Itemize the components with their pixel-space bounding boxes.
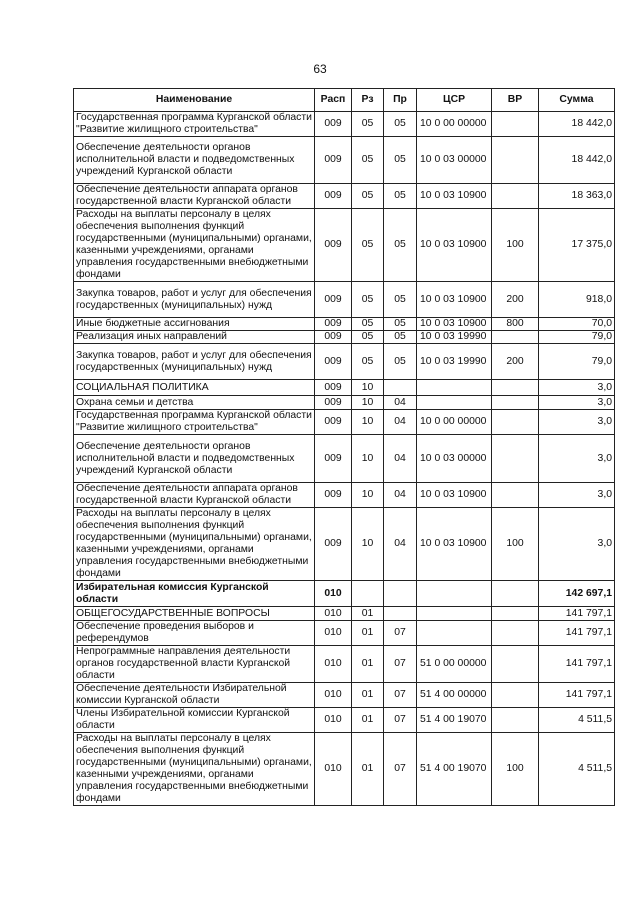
row-sum: 141 797,1 xyxy=(539,683,615,708)
row-pr: 05 xyxy=(384,209,417,282)
row-vr xyxy=(492,708,539,733)
header-sum: Сумма xyxy=(539,89,615,112)
budget-table xyxy=(73,88,615,806)
row-sum: 18 442,0 xyxy=(539,112,615,137)
row-rasp: 010 xyxy=(315,621,352,646)
row-name: Расходы на выплаты персоналу в целях обеспечения выполнения функций государственными (муниципальными) органами, казенными учреждениями, органами управления государственными внебюджетными фондами xyxy=(74,209,315,282)
row-rasp: 010 xyxy=(315,683,352,708)
header-vr: ВР xyxy=(492,89,539,112)
row-rz: 10 xyxy=(352,435,384,483)
row-rasp: 009 xyxy=(315,380,352,396)
row-pr: 07 xyxy=(384,646,417,683)
row-name: ОБЩЕГОСУДАРСТВЕННЫЕ ВОПРОСЫ xyxy=(74,607,315,621)
row-name: Обеспечение деятельности Избирательной комиссии Курганской области xyxy=(74,683,315,708)
row-pr: 04 xyxy=(384,410,417,435)
row-rasp: 010 xyxy=(315,733,352,806)
row-rz: 10 xyxy=(352,380,384,396)
row-sum: 4 511,5 xyxy=(539,708,615,733)
row-rasp: 009 xyxy=(315,396,352,410)
row-rz: 05 xyxy=(352,112,384,137)
table-row xyxy=(74,733,615,806)
table-row xyxy=(74,209,615,282)
row-vr: 200 xyxy=(492,282,539,318)
row-sum: 18 363,0 xyxy=(539,184,615,209)
row-pr: 07 xyxy=(384,733,417,806)
row-vr xyxy=(492,184,539,209)
row-csr: 10 0 03 10900 xyxy=(417,318,492,331)
header-pr: Пр xyxy=(384,89,417,112)
table-row xyxy=(74,184,615,209)
row-pr: 05 xyxy=(384,137,417,184)
row-csr xyxy=(417,581,492,607)
table-row xyxy=(74,483,615,508)
header-csr: ЦСР xyxy=(417,89,492,112)
row-rz: 01 xyxy=(352,621,384,646)
row-rasp: 010 xyxy=(315,708,352,733)
row-rasp: 009 xyxy=(315,184,352,209)
row-sum: 4 511,5 xyxy=(539,733,615,806)
row-pr xyxy=(384,380,417,396)
row-name: Обеспечение деятельности аппарата органов государственной власти Курганской области xyxy=(74,184,315,209)
header-name: Наименование xyxy=(74,89,315,112)
row-vr xyxy=(492,410,539,435)
row-name: Расходы на выплаты персоналу в целях обеспечения выполнения функций государственными (муниципальными) органами, казенными учреждениями, органами управления государственными внебюджетными фондами xyxy=(74,733,315,806)
row-pr: 05 xyxy=(384,282,417,318)
table-row xyxy=(74,646,615,683)
row-rasp: 009 xyxy=(315,435,352,483)
row-rz xyxy=(352,581,384,607)
table-row xyxy=(74,318,615,331)
row-name: Реализация иных направлений xyxy=(74,331,315,344)
row-vr xyxy=(492,435,539,483)
row-vr xyxy=(492,137,539,184)
table-row xyxy=(74,581,615,607)
row-sum: 3,0 xyxy=(539,396,615,410)
row-pr: 04 xyxy=(384,508,417,581)
row-pr: 05 xyxy=(384,184,417,209)
row-csr: 51 4 00 19070 xyxy=(417,708,492,733)
row-csr: 51 4 00 19070 xyxy=(417,733,492,806)
row-pr xyxy=(384,607,417,621)
row-csr xyxy=(417,396,492,410)
row-pr: 07 xyxy=(384,621,417,646)
row-pr: 05 xyxy=(384,344,417,380)
table-row xyxy=(74,508,615,581)
row-sum: 18 442,0 xyxy=(539,137,615,184)
row-rz: 10 xyxy=(352,483,384,508)
row-rasp: 009 xyxy=(315,318,352,331)
row-csr: 10 0 03 10900 xyxy=(417,508,492,581)
row-name: Избирательная комиссия Курганской области xyxy=(74,581,315,607)
row-vr xyxy=(492,607,539,621)
table-row xyxy=(74,112,615,137)
row-rz: 01 xyxy=(352,607,384,621)
row-csr: 10 0 03 10900 xyxy=(417,483,492,508)
row-name: Закупка товаров, работ и услуг для обеспечения государственных (муниципальных) нужд xyxy=(74,344,315,380)
row-rasp: 009 xyxy=(315,137,352,184)
row-csr: 10 0 03 10900 xyxy=(417,282,492,318)
table-row xyxy=(74,621,615,646)
row-vr xyxy=(492,581,539,607)
table-row xyxy=(74,344,615,380)
row-vr: 100 xyxy=(492,508,539,581)
row-rz: 10 xyxy=(352,396,384,410)
row-rasp: 009 xyxy=(315,508,352,581)
row-rz: 05 xyxy=(352,331,384,344)
row-csr xyxy=(417,607,492,621)
row-rasp: 010 xyxy=(315,581,352,607)
row-csr: 10 0 03 19990 xyxy=(417,344,492,380)
row-name: Расходы на выплаты персоналу в целях обеспечения выполнения функций государственными (муниципальными) органами, казенными учреждениями, органами управления государственными внебюджетными фондами xyxy=(74,508,315,581)
row-rz: 05 xyxy=(352,209,384,282)
row-vr: 100 xyxy=(492,733,539,806)
row-csr xyxy=(417,380,492,396)
row-rasp: 009 xyxy=(315,282,352,318)
row-csr: 10 0 03 19990 xyxy=(417,331,492,344)
table-row xyxy=(74,708,615,733)
row-vr: 100 xyxy=(492,209,539,282)
row-rz: 05 xyxy=(352,184,384,209)
table-row xyxy=(74,410,615,435)
row-sum: 3,0 xyxy=(539,410,615,435)
row-sum: 3,0 xyxy=(539,483,615,508)
row-rz: 10 xyxy=(352,508,384,581)
row-vr: 800 xyxy=(492,318,539,331)
row-pr: 04 xyxy=(384,483,417,508)
row-sum: 79,0 xyxy=(539,344,615,380)
row-name: Иные бюджетные ассигнования xyxy=(74,318,315,331)
row-csr: 10 0 03 00000 xyxy=(417,137,492,184)
row-rasp: 009 xyxy=(315,410,352,435)
row-sum: 918,0 xyxy=(539,282,615,318)
row-name: Обеспечение деятельности органов исполнительной власти и подведомственных учреждений Курганской области xyxy=(74,435,315,483)
row-csr: 10 0 03 10900 xyxy=(417,209,492,282)
row-name: Обеспечение деятельности аппарата органов государственной власти Курганской области xyxy=(74,483,315,508)
row-name: Государственная программа Курганской области "Развитие жилищного строительства" xyxy=(74,112,315,137)
row-pr: 07 xyxy=(384,708,417,733)
row-pr: 05 xyxy=(384,112,417,137)
row-csr: 10 0 03 10900 xyxy=(417,184,492,209)
row-rz: 01 xyxy=(352,708,384,733)
row-name: Непрограммные направления деятельности органов государственной власти Курганской области xyxy=(74,646,315,683)
row-name: Закупка товаров, работ и услуг для обеспечения государственных (муниципальных) нужд xyxy=(74,282,315,318)
row-csr: 51 4 00 00000 xyxy=(417,683,492,708)
table-row xyxy=(74,137,615,184)
row-pr: 05 xyxy=(384,318,417,331)
row-name: Обеспечение деятельности органов исполнительной власти и подведомственных учреждений Курганской области xyxy=(74,137,315,184)
row-sum: 17 375,0 xyxy=(539,209,615,282)
row-rasp: 009 xyxy=(315,209,352,282)
row-name: Члены Избирательной комиссии Курганской области xyxy=(74,708,315,733)
row-pr: 04 xyxy=(384,396,417,410)
row-sum: 3,0 xyxy=(539,435,615,483)
row-sum: 142 697,1 xyxy=(539,581,615,607)
row-pr: 07 xyxy=(384,683,417,708)
row-rz: 01 xyxy=(352,646,384,683)
row-pr xyxy=(384,581,417,607)
row-vr xyxy=(492,112,539,137)
row-rz: 05 xyxy=(352,282,384,318)
row-rasp: 009 xyxy=(315,331,352,344)
page-number: 63 xyxy=(313,62,327,76)
table-row xyxy=(74,331,615,344)
row-rz: 10 xyxy=(352,410,384,435)
row-rasp: 009 xyxy=(315,483,352,508)
row-sum: 79,0 xyxy=(539,331,615,344)
row-csr: 10 0 03 00000 xyxy=(417,435,492,483)
table-row xyxy=(74,282,615,318)
row-name: Государственная программа Курганской области "Развитие жилищного строительства" xyxy=(74,410,315,435)
row-sum: 141 797,1 xyxy=(539,621,615,646)
row-sum: 70,0 xyxy=(539,318,615,331)
row-rz: 01 xyxy=(352,733,384,806)
row-vr xyxy=(492,331,539,344)
row-name: СОЦИАЛЬНАЯ ПОЛИТИКА xyxy=(74,380,315,396)
row-vr xyxy=(492,380,539,396)
row-rz: 01 xyxy=(352,683,384,708)
table-row xyxy=(74,683,615,708)
row-sum: 3,0 xyxy=(539,380,615,396)
table-row xyxy=(74,380,615,396)
row-vr xyxy=(492,646,539,683)
table-row xyxy=(74,396,615,410)
row-vr xyxy=(492,396,539,410)
row-vr xyxy=(492,683,539,708)
header-rz: Рз xyxy=(352,89,384,112)
table-row xyxy=(74,435,615,483)
row-rz: 05 xyxy=(352,318,384,331)
row-csr xyxy=(417,621,492,646)
row-name: Обеспечение проведения выборов и референдумов xyxy=(74,621,315,646)
row-rasp: 009 xyxy=(315,112,352,137)
row-rasp: 010 xyxy=(315,646,352,683)
row-sum: 3,0 xyxy=(539,508,615,581)
row-rz: 05 xyxy=(352,344,384,380)
row-sum: 141 797,1 xyxy=(539,607,615,621)
header-rasp: Расп xyxy=(315,89,352,112)
row-rz: 05 xyxy=(352,137,384,184)
row-csr: 10 0 00 00000 xyxy=(417,112,492,137)
row-pr: 04 xyxy=(384,435,417,483)
row-csr: 10 0 00 00000 xyxy=(417,410,492,435)
row-name: Охрана семьи и детства xyxy=(74,396,315,410)
row-vr: 200 xyxy=(492,344,539,380)
table-row xyxy=(74,607,615,621)
row-vr xyxy=(492,483,539,508)
row-vr xyxy=(492,621,539,646)
row-sum: 141 797,1 xyxy=(539,646,615,683)
row-pr: 05 xyxy=(384,331,417,344)
row-csr: 51 0 00 00000 xyxy=(417,646,492,683)
row-rasp: 010 xyxy=(315,607,352,621)
table-header-row xyxy=(74,89,615,112)
row-rasp: 009 xyxy=(315,344,352,380)
